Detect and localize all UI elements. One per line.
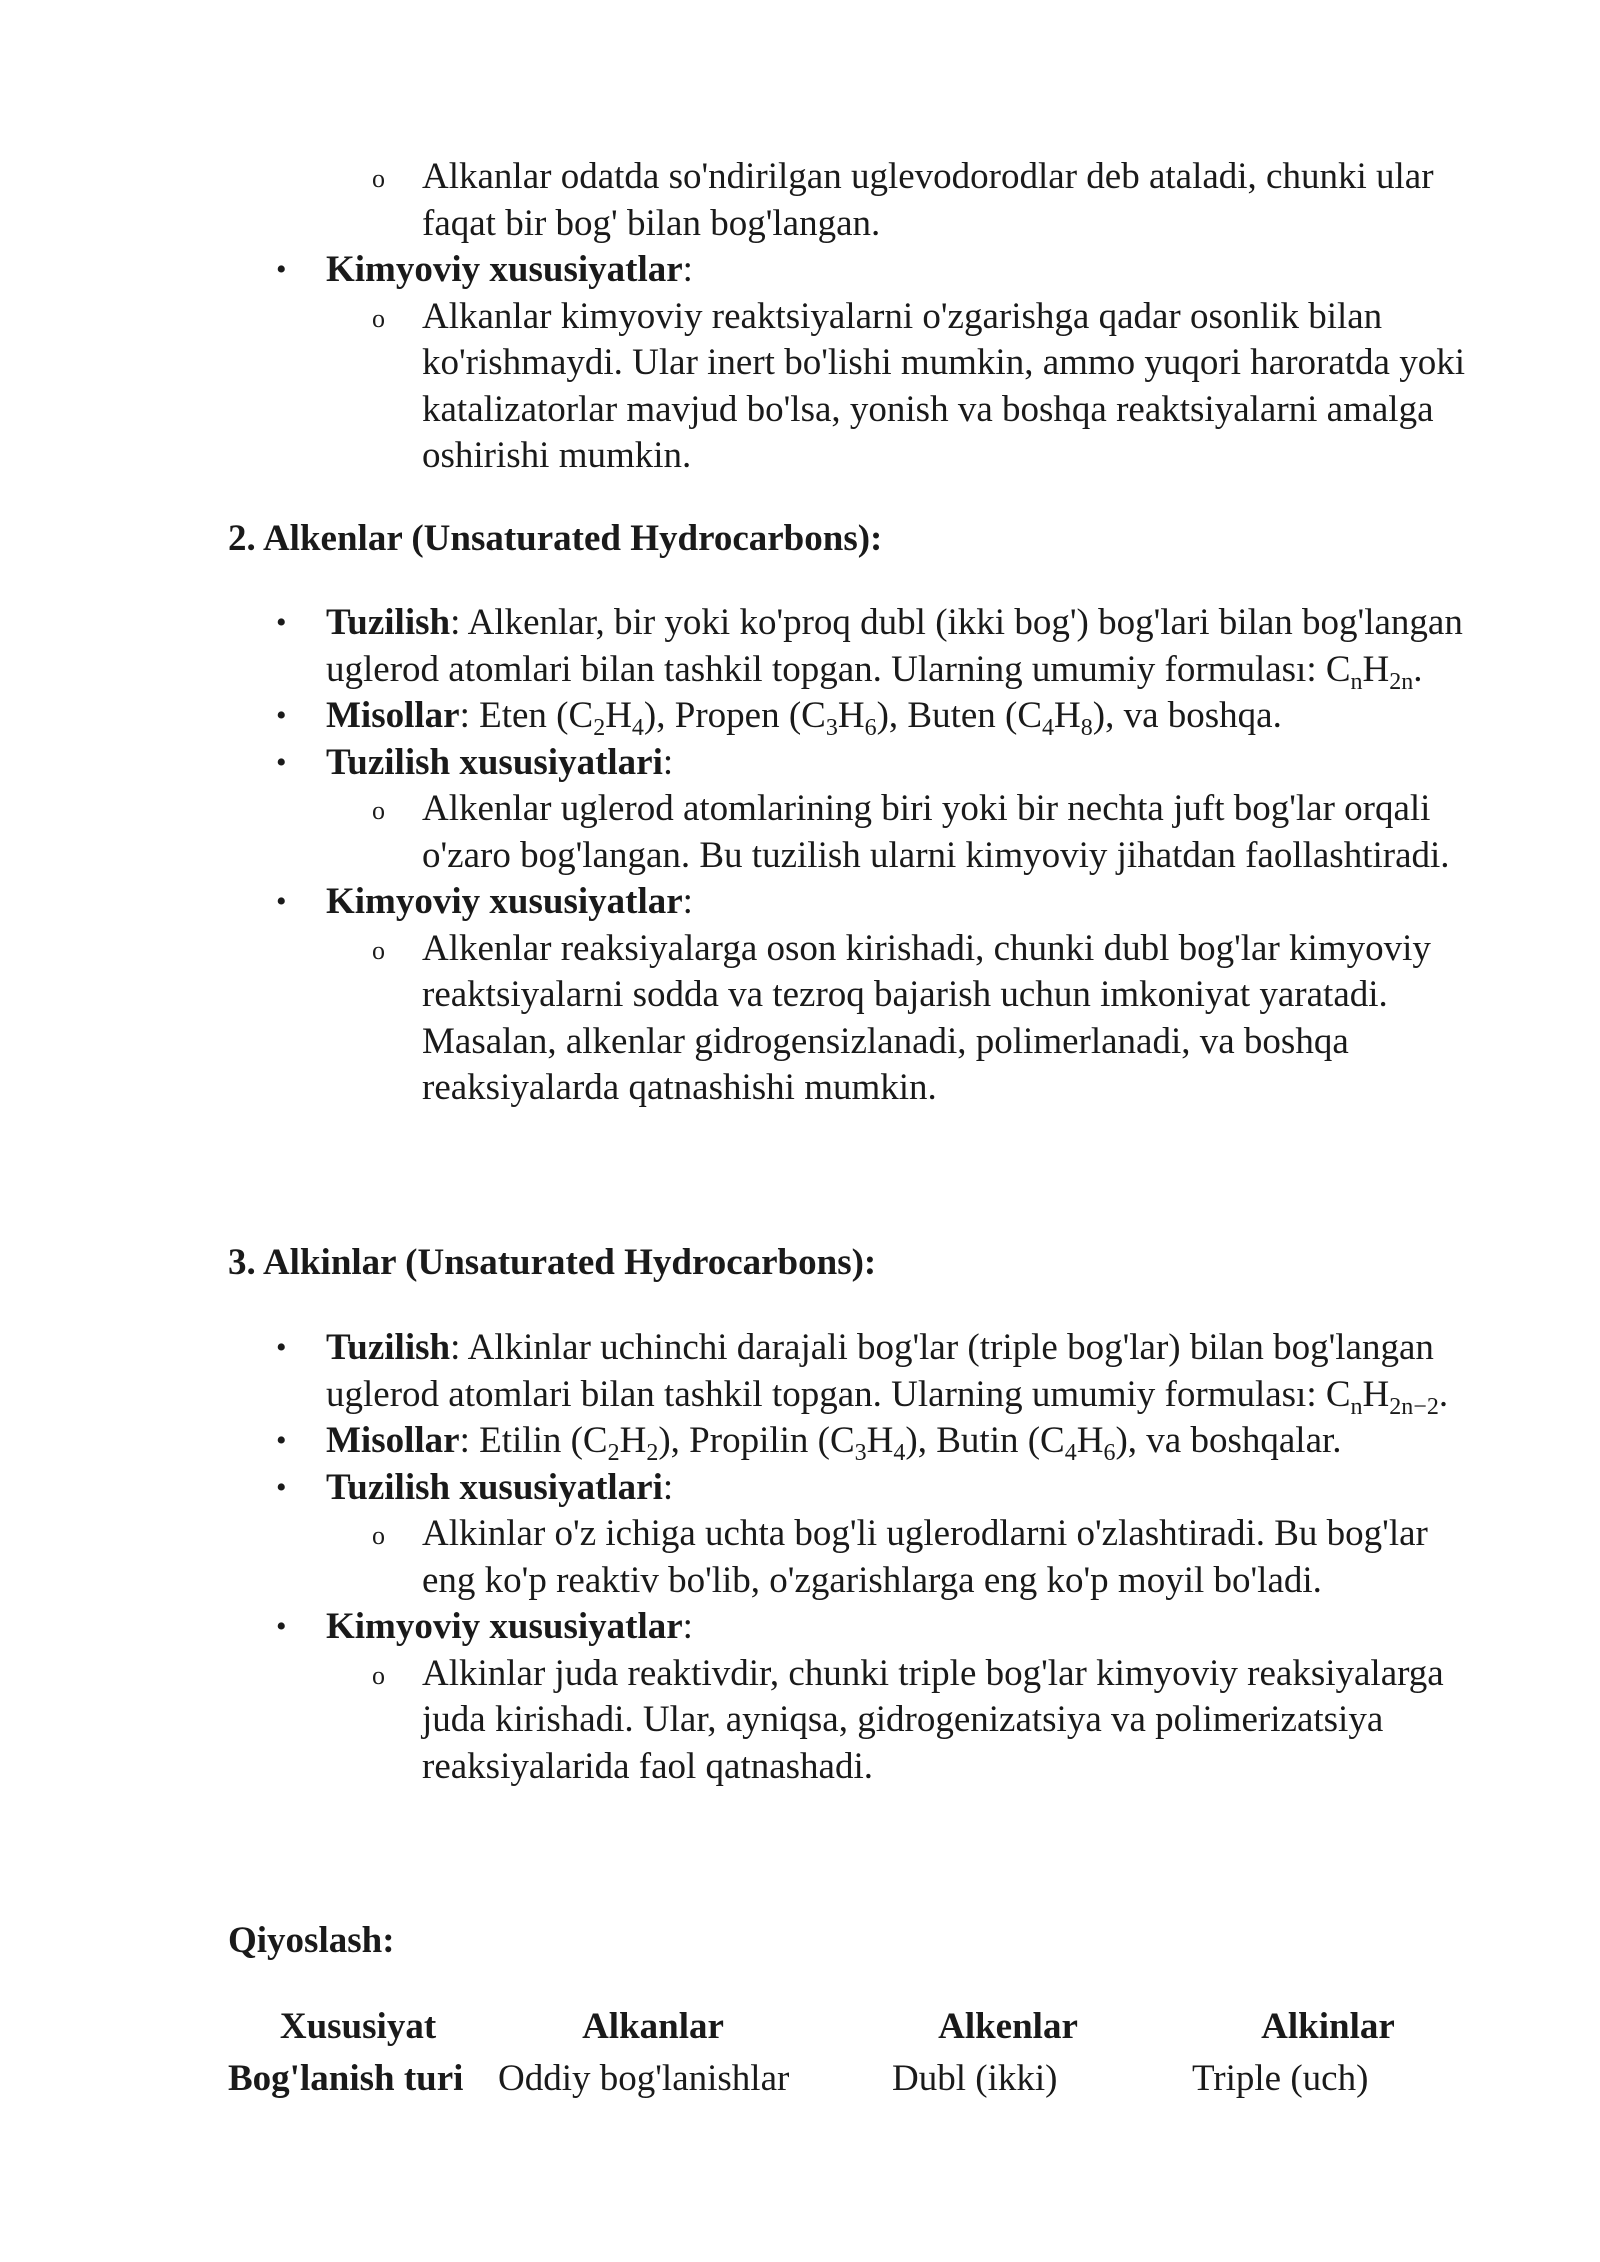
bullet-icon: •	[276, 253, 287, 286]
colon: :	[682, 881, 693, 922]
chem-props-label: Kimyoviy xususiyatlar	[326, 1606, 683, 1647]
comparison-table	[228, 2004, 1488, 2108]
table-cell: Bog'lanish turi	[228, 2058, 464, 2099]
tuzilish-text: : Alkinlar uchinchi darajali bog'lar (triple bog'lar) bilan bog'langan uglerod atomlari bilan tashkil topgan. Ularning umumiy formulası:	[326, 1327, 1434, 1415]
colon: :	[662, 1466, 674, 1508]
example-formula: Propilin $(C_3H_4)$,	[689, 1420, 937, 1466]
alkinlar-xususiyat-text: Alkinlar o'z ichiga uchta bog'li uglerodlarni o'zlashtiradi. Bu bog'lar eng ko'p reaktiv bo'lib, o'zgarishlarga eng ko'p moyil bo'ladi.	[422, 1513, 1428, 1601]
alkenlar-section	[0, 600, 1600, 1112]
alkenlar-xususiyat-text: Alkenlar uglerod atomlarining biri yoki bir nechta juft bog'lar orqali o'zaro bog'langan. Bu tuzilish ularni kimyoviy jihatdan faollashtiradi.	[422, 788, 1450, 876]
list-item	[0, 693, 1486, 740]
bullet-icon: •	[276, 745, 287, 779]
alkenlar-heading: 2. Alkenlar (Unsaturated Hydrocarbons):	[228, 518, 883, 559]
table-header-row	[228, 2004, 1488, 2056]
xususiyat-label: Tuzilish xususiyatlari	[326, 1466, 663, 1508]
list-item	[0, 740, 1486, 787]
list-item	[0, 1604, 1486, 1651]
sub-bullet-icon: o	[372, 1660, 385, 1690]
alkinlar-heading: 3. Alkinlar (Unsaturated Hydrocarbons):	[228, 1242, 877, 1283]
example-formula: Butin $(C_4H_6)$, va boshqalar.	[936, 1420, 1342, 1466]
list-item	[0, 600, 1486, 693]
tuzilish-text: : Alkenlar, bir yoki ko'proq dubl (ikki bog') bog'lari bilan bog'langan uglerod atomlari bilan tashkil topgan. Ularning umumiy formulası:	[326, 602, 1463, 690]
list-item	[0, 1465, 1486, 1512]
sub-bullet-icon: o	[372, 164, 385, 193]
list-item	[0, 786, 1486, 879]
table-cell: Triple (uch)	[1192, 2058, 1369, 2099]
general-formula: $C_nH_{2n}$.	[1325, 648, 1423, 695]
list-item	[0, 1325, 1486, 1418]
list-item	[0, 247, 1486, 294]
general-formula: $C_nH_{2n-2}$.	[1325, 1373, 1449, 1420]
example-formula: Propen $(C_3H_6)$,	[674, 695, 908, 741]
table-row	[228, 2056, 1488, 2108]
chem-props-label: Kimyoviy xususiyatlar	[326, 881, 683, 922]
bullet-icon: •	[276, 699, 287, 732]
list-item	[0, 1511, 1486, 1604]
bullet-icon: •	[276, 885, 287, 918]
table-header-cell: Xususiyat	[279, 2006, 437, 2047]
alkanlar-continuation	[0, 154, 1600, 480]
chem-props-label: Kimyoviy xususiyatlar	[326, 249, 683, 290]
example-formula: : Eten $(C_2H_4)$,	[459, 695, 675, 741]
alkanlar-saturation-text: Alkanlar odatda so'ndirilgan uglevodorodlar deb ataladi, chunki ular faqat bir bog' bilan bog'langan.	[422, 156, 1434, 244]
bullet-icon: •	[276, 1610, 287, 1643]
list-item	[0, 154, 1486, 247]
table-header-cell: Alkanlar	[582, 2006, 724, 2047]
list-item	[0, 879, 1486, 926]
alkinlar-chem-text: Alkinlar juda reaktivdir, chunki triple bog'lar kimyoviy reaksiyalarga juda kirishadi. Ular, ayniqsa, gidrogenizatsiya va polimerizatsiya reaksiyalarida faol qatnashadi.	[422, 1652, 1444, 1787]
list-item	[0, 926, 1486, 1112]
example-formula: Buten $(C_4H_8)$, va boshqa.	[907, 695, 1282, 741]
list-item	[0, 294, 1486, 480]
bullet-icon: •	[276, 1331, 287, 1364]
tuzilish-label: Tuzilish	[326, 1327, 451, 1368]
alkenlar-chem-text: Alkenlar reaksiyalarga oson kirishadi, chunki dubl bog'lar kimyoviy reaktsiyalarni sodda va tezroq bajarish uchun imkoniyat yaratadi. Masalan, alkenlar gidrogensizlanadi, polimerlanadi, va boshqa reaksiyalarda qatnashishi mumkin.	[422, 927, 1431, 1108]
example-formula: : Etilin $(C_2H_2)$,	[459, 1420, 690, 1466]
sub-bullet-icon: o	[372, 935, 385, 965]
sub-bullet-icon: o	[372, 1521, 385, 1550]
colon: :	[682, 1606, 693, 1647]
table-cell: Dubl (ikki)	[892, 2058, 1058, 2099]
bullet-icon: •	[276, 1424, 287, 1457]
bullet-icon: •	[276, 1470, 287, 1504]
colon: :	[662, 741, 674, 783]
alkinlar-section	[0, 1325, 1600, 1790]
qiyoslash-heading: Qiyoslash:	[228, 1920, 395, 1961]
list-item	[0, 1651, 1486, 1791]
misollar-label: Misollar	[326, 695, 460, 736]
bullet-icon: •	[276, 606, 287, 639]
misollar-label: Misollar	[326, 1420, 460, 1461]
table-header-cell: Alkenlar	[938, 2006, 1078, 2047]
table-header-cell: Alkinlar	[1261, 2006, 1395, 2047]
xususiyat-label: Tuzilish xususiyatlari	[326, 741, 663, 783]
sub-bullet-icon: o	[372, 303, 385, 333]
list-item	[0, 1418, 1486, 1465]
alkanlar-chem-text: Alkanlar kimyoviy reaktsiyalarni o'zgarishga qadar osonlik bilan ko'rishmaydi. Ular inert bo'lishi mumkin, ammo yuqori haroratda yoki katalizatorlar mavjud bo'lsa, yonish va boshqa reaktsiyalarni amalga oshirishi mumkin.	[422, 295, 1465, 476]
table-cell: Oddiy bog'lanishlar	[498, 2058, 790, 2099]
sub-bullet-icon: o	[372, 796, 385, 825]
tuzilish-label: Tuzilish	[326, 602, 451, 643]
colon: :	[682, 249, 693, 290]
